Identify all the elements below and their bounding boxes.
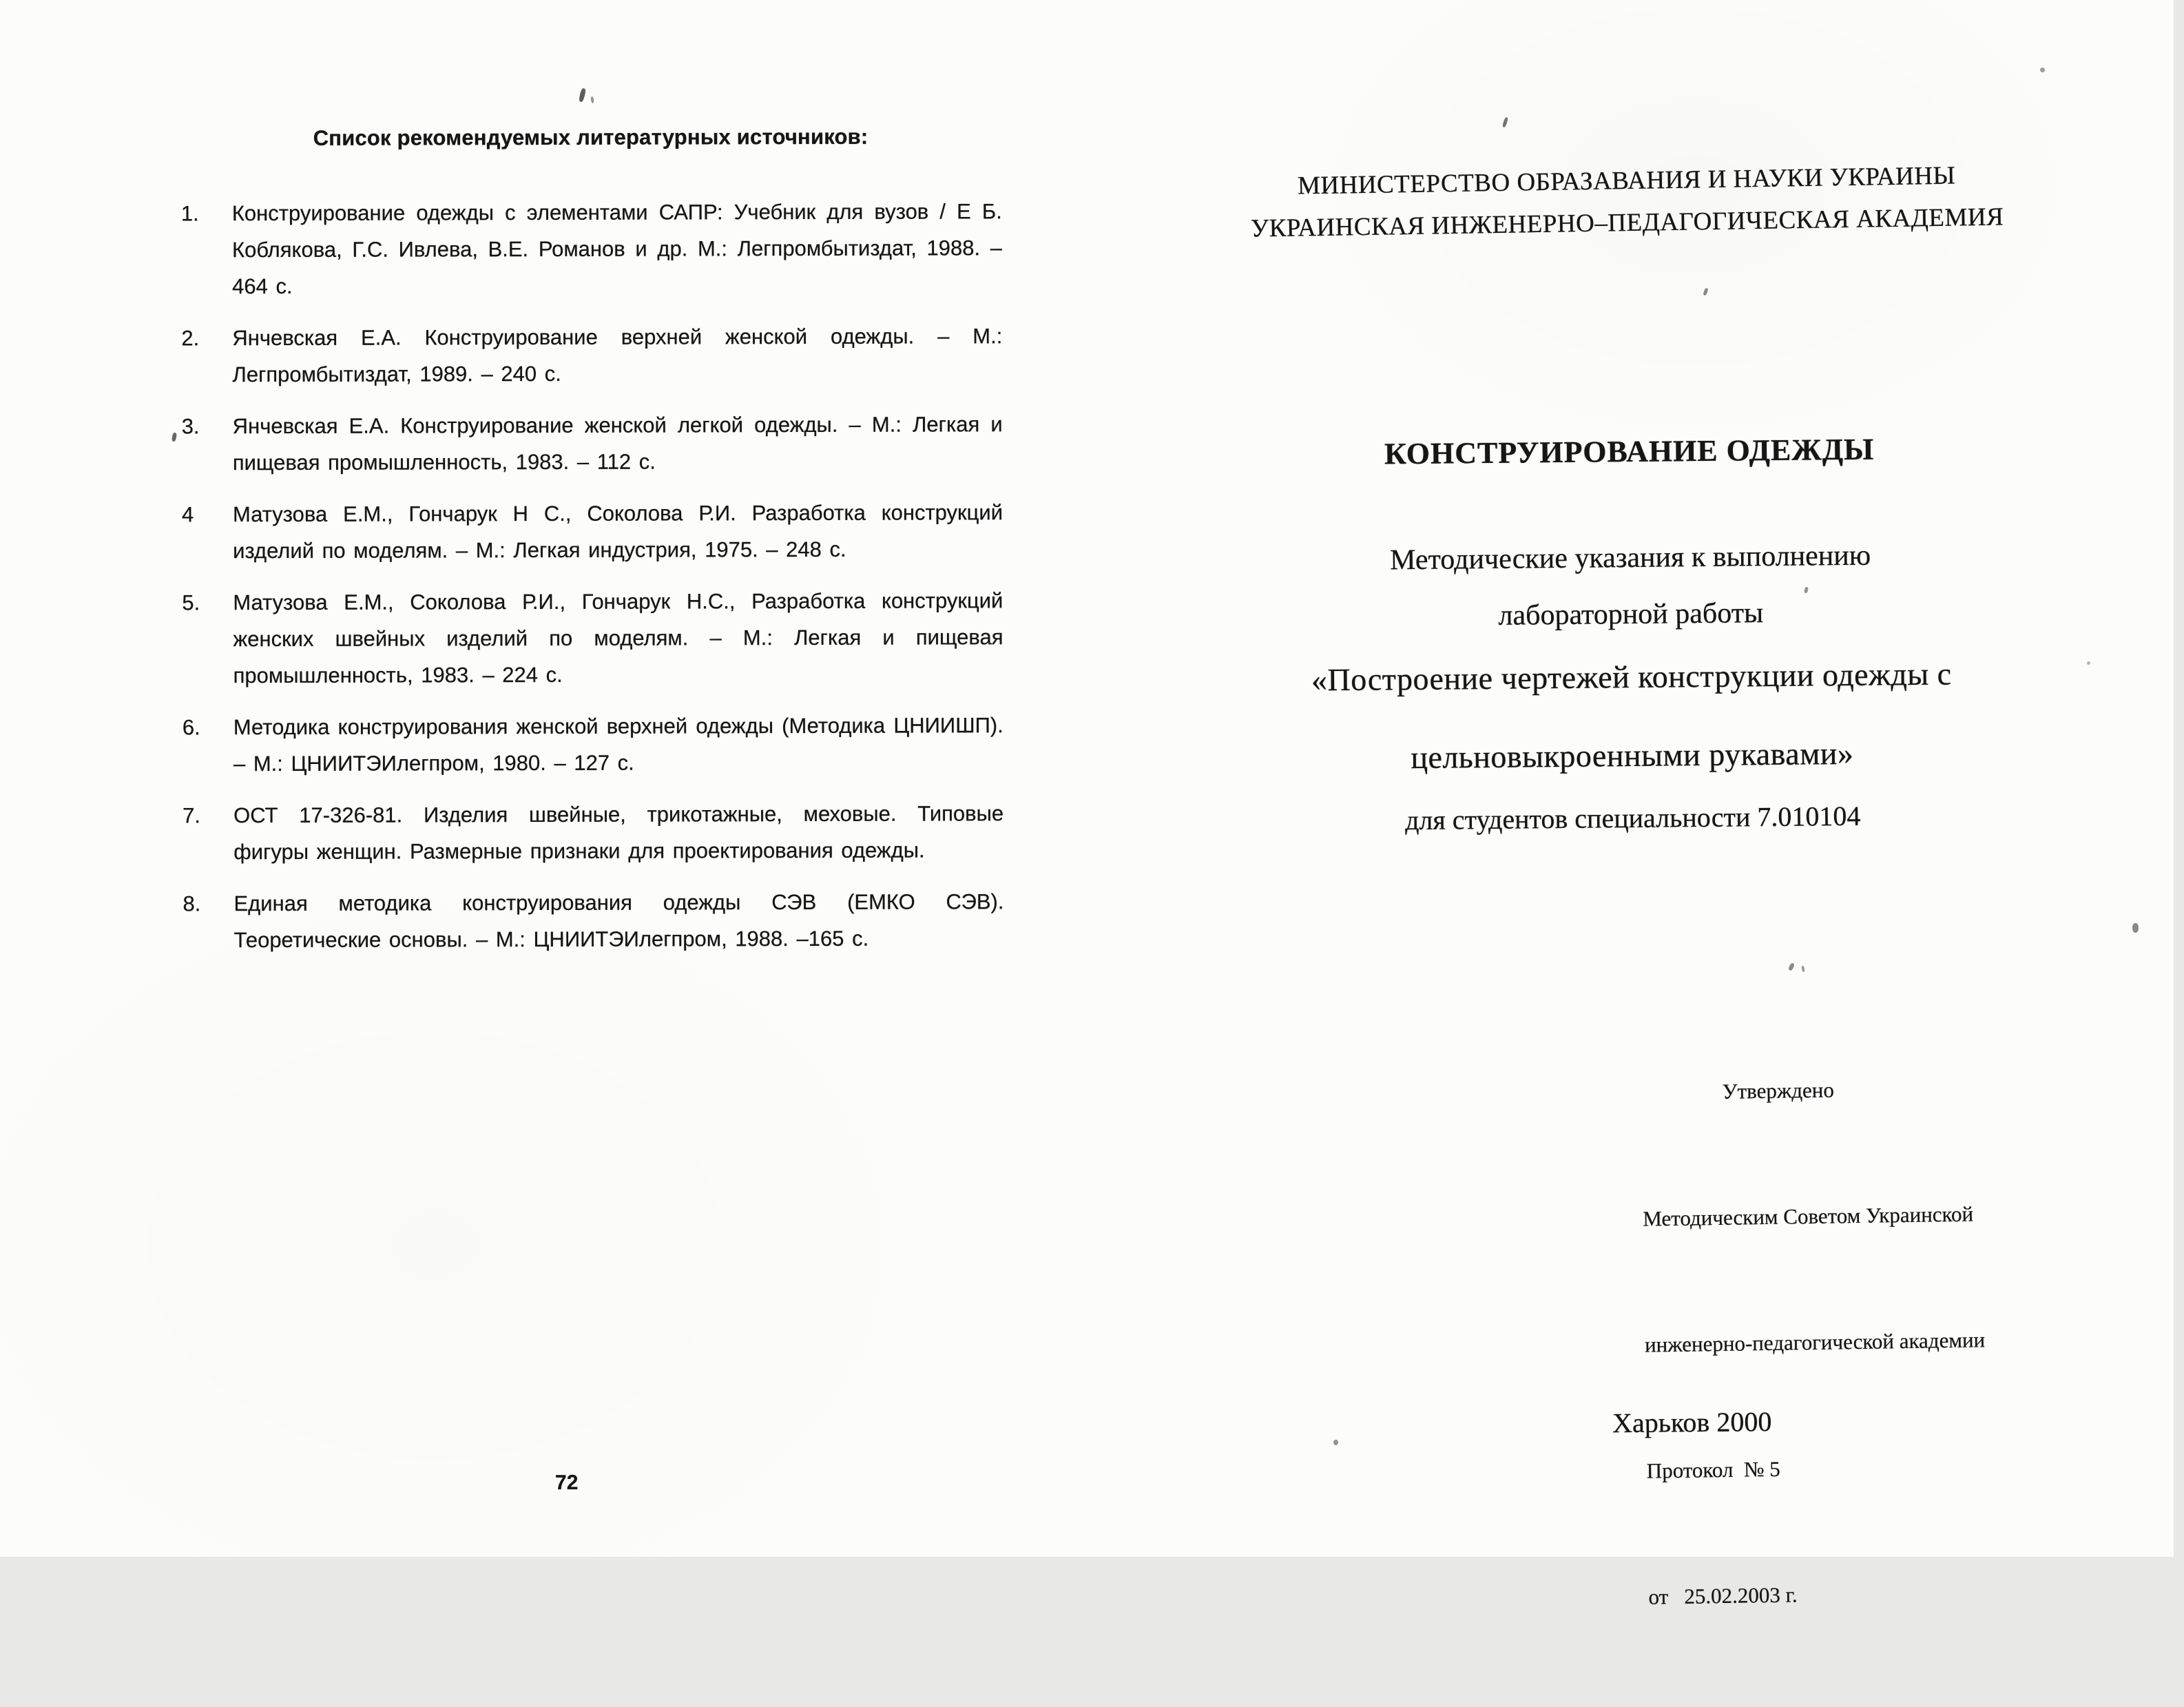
ministry-line-2: УКРАИНСКАЯ ИНЖЕНЕРНО–ПЕДАГОГИЧЕСКАЯ АКАДЕМИЯ	[1250, 203, 2004, 243]
bibliography-heading: Список рекомендуемых литературных источников:	[313, 124, 869, 150]
work-title-line-1: «Построение чертежей конструкции одежды с	[1311, 656, 1952, 698]
item-text: Матузова Е.М., Соколова Р.И., Гончарук Н.С., Разработка конструкций женских швейных изделий по моделям. – М.: Легкая и пищевая промышленность, 1983. – 224 с.	[233, 588, 1003, 688]
bibliography-item	[182, 582, 1003, 694]
approved-label: Утверждено	[1722, 1077, 1835, 1104]
subtitle-line-2: лабораторной работы	[1498, 597, 1764, 632]
bibliography-item	[182, 406, 1003, 481]
bibliography-item	[182, 494, 1003, 569]
city-year: Харьков 2000	[1612, 1406, 1772, 1439]
approval-block	[1639, 981, 2118, 1702]
bibliography-item	[183, 707, 1003, 782]
bibliography-item	[181, 318, 1002, 393]
item-number: 5.	[182, 590, 200, 615]
ministry-line-1: МИНИСТЕРСТВО ОБРАЗАВАНИЯ И НАУКИ УКРАИНЫ	[1297, 161, 1956, 200]
approval-date-line: от 25.02.2003 г.	[1648, 1582, 1798, 1609]
item-text: Конструирование одежды с элементами САПР: Учебник для вузов / Е Б. Коблякова, Г.С. Ивлева, В.Е. Романов и др. М.: Легпромбытиздат, 1988. – 464 с.	[231, 199, 1003, 299]
approval-protocol-line: Протокол № 5	[1646, 1456, 1781, 1483]
bibliography-list	[181, 193, 1004, 973]
bibliography-item	[183, 883, 1003, 958]
approval-council-line-2: инженерно-педагогической академии	[1644, 1327, 1986, 1357]
item-text: Янчевская Е.А. Конструирование верхней женской одежды. – М.: Легпромбытиздат, 1989. – 240 с.	[232, 324, 1003, 387]
item-number: 8.	[183, 891, 201, 916]
item-text: Матузова Е.М., Гончарук Н С., Соколова Р.И. Разработка конструкций изделий по моделям. – М.: Легкая индустрия, 1975. – 248 с.	[232, 500, 1003, 563]
page-number: 72	[554, 1471, 579, 1494]
ministry-header	[1096, 152, 2158, 252]
audience-line: для студентов специальности 7.010104	[1404, 800, 1861, 836]
item-text: Методика конструирования женской верхней одежды (Методика ЦНИИШП). – М.: ЦНИИТЭИлегпром, 1980. – 127 с.	[233, 713, 1003, 776]
left-page	[0, 0, 1089, 1558]
item-text: ОСТ 17-326-81. Изделия швейные, трикотажные, меховые. Типовые фигуры женщин. Размерные признаки для проектирования одежды.	[233, 801, 1004, 865]
item-number: 1.	[180, 201, 199, 226]
right-page	[1081, 0, 2183, 1609]
item-number: 2.	[181, 326, 200, 351]
item-text: Единая методика конструирования одежды СЭВ (ЕМКО СЭВ). Теоретические основы. – М.: ЦНИИТЭИлегпром, 1988. –165 с.	[233, 889, 1004, 953]
document-title: КОНСТРУИРОВАНИЕ ОДЕЖДЫ	[1384, 432, 1875, 471]
bibliography-item	[183, 795, 1003, 870]
approval-council-line-1: Методическим Советом Украинской	[1643, 1201, 1974, 1231]
bibliography-item	[181, 193, 1002, 304]
work-title-line-2: цельновыкроенными рукавами»	[1411, 735, 1854, 776]
item-number: 7.	[183, 803, 201, 828]
item-number: 3.	[181, 414, 200, 439]
item-number: 6.	[182, 715, 200, 740]
item-number: 4	[181, 502, 194, 527]
item-text: Янчевская Е.А. Конструирование женской легкой одежды. – М.: Легкая и пищевая промышленность, 1983. – 112 с.	[232, 412, 1003, 475]
subtitle-line-1: Методические указания к выполнению	[1389, 539, 1871, 577]
